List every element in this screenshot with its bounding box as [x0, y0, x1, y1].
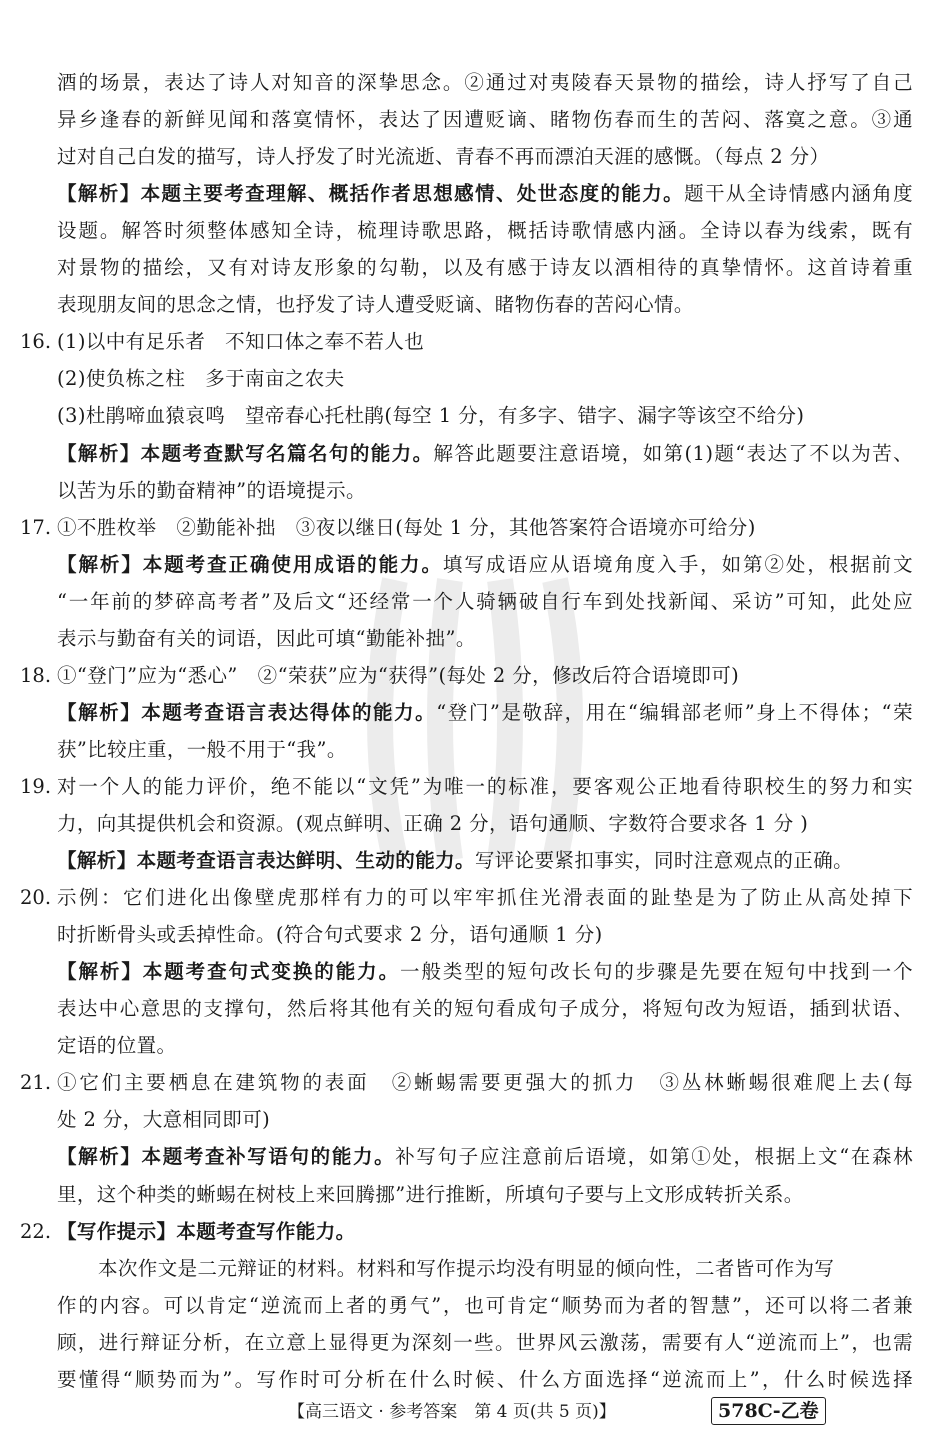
- text-line: [57, 990, 913, 1027]
- text-line: [57, 1324, 913, 1361]
- page-footer: [0, 1397, 933, 1427]
- line-text: 定语的位置。: [57, 1034, 177, 1058]
- text-line: [57, 397, 913, 434]
- line-text: 表达中心意思的支撑句，然后将其他有关的短句看成句子成分，将短句改为短语，插到状语、: [57, 997, 913, 1021]
- text-line: [57, 1064, 913, 1101]
- line-text: 写评论要紧扣事实，同时注意观点的正确。: [474, 849, 854, 873]
- analysis-label: 【解析】本题考查正确使用成语的能力。: [57, 552, 443, 576]
- line-text: (3)杜鹃啼血猿哀鸣 望帝春心托杜鹃(每空 1 分，有多字、错字、漏字等该空不给分): [57, 404, 805, 428]
- text-line: [57, 286, 913, 323]
- text-line: [98, 1250, 913, 1287]
- question-number: 17.: [20, 515, 52, 539]
- line-text: 里，这个种类的蜥蜴在树枝上来回腾挪”进行推断，所填句子要与上文形成转折关系。: [57, 1182, 804, 1206]
- line-text: 示例：它们进化出像壁虎那样有力的可以牢牢抓住光滑表面的趾垫是为了防止从高处掉下: [57, 886, 913, 910]
- line-text: 时折断骨头或丢掉性命。(符合句式要求 2 分，语句通顺 1 分): [57, 923, 603, 947]
- text-line: [57, 1213, 913, 1250]
- text-line: [57, 138, 913, 175]
- text-line: [57, 1361, 913, 1398]
- line-text: 一般类型的短句改长句的步骤是先要在短句中找到一个: [400, 960, 913, 984]
- text-line: [57, 1138, 913, 1175]
- line-text: ①不胜枚举 ②勤能补拙 ③夜以继日(每处 1 分，其他答案符合语境亦可给分): [57, 515, 756, 539]
- text-line: [57, 249, 913, 286]
- analysis-label: 【解析】本题考查句式变换的能力。: [57, 960, 401, 984]
- line-text: 以苦为乐的勤奋精神”的语境提示。: [57, 478, 366, 502]
- analysis-label: 【解析】本题考查补写语句的能力。: [57, 1145, 396, 1169]
- paper-code-badge: 578C-乙卷: [711, 1397, 826, 1425]
- question-number: 19.: [20, 774, 52, 798]
- line-text: 力，向其提供机会和资源。(观点鲜明、正确 2 分，语句通顺、字数符合要求各 1 分 ): [57, 812, 809, 835]
- text-line: [57, 1027, 913, 1064]
- line-text: 设题。解答时须整体感知全诗，梳理诗歌思路，概括诗歌情感内涵。全诗以春为线索，既有: [57, 219, 913, 243]
- text-line: [57, 768, 913, 805]
- text-line: [57, 953, 913, 990]
- line-text: 补写句子应注意前后语境，如第①处，根据上文“在森林: [395, 1145, 913, 1169]
- text-line: [57, 509, 913, 546]
- question-number: 22.: [20, 1219, 52, 1243]
- text-line: [57, 472, 913, 509]
- text-line: [57, 546, 913, 583]
- text-line: [57, 694, 913, 731]
- text-line: [57, 842, 913, 879]
- text-line: [57, 731, 913, 768]
- text-line: [57, 212, 913, 249]
- line-text: 处 2 分，大意相同即可): [57, 1108, 271, 1132]
- question-number: 16.: [20, 330, 52, 354]
- line-text: (2)使负栋之柱 多于南亩之农夫: [57, 367, 345, 391]
- text-line: [57, 1176, 913, 1213]
- text-line: [57, 879, 913, 916]
- line-text: 对景物的描绘，又有对诗友形象的勾勒，以及有感于诗友以酒相待的真挚情怀。这首诗着重: [57, 256, 913, 280]
- text-line: [57, 1101, 913, 1138]
- analysis-label: 【解析】本题考查默写名篇名句的能力。: [57, 441, 434, 465]
- text-line: [57, 583, 913, 620]
- text-line: [57, 175, 913, 212]
- line-text: 异乡逢春的新鲜见闻和落寞情怀，表达了因遭贬谪、睹物伤春而生的苦闷、落寞之意。③通: [57, 108, 913, 132]
- text-line: [57, 805, 913, 842]
- text-line: [57, 435, 913, 472]
- text-line: [57, 916, 913, 953]
- line-text: “一年前的梦碎高考者”及后文“还经常一个人骑辆破自行车到处找新闻、采访”可知，此处应: [57, 589, 913, 613]
- text-line: [57, 64, 913, 101]
- line-text: 表示与勤奋有关的词语，因此可填“勤能补拙”。: [57, 626, 476, 650]
- text-line: [57, 360, 913, 397]
- analysis-label: 【解析】本题考查语言表达得体的能力。: [57, 700, 437, 724]
- line-text: 获”比较庄重，一般不用于“我”。: [57, 737, 347, 761]
- line-text: 表现朋友间的思念之情，也抒发了诗人遭受贬谪、睹物伤春的苦闷心情。: [57, 293, 694, 317]
- line-text: 顾，进行辩证分析，在立意上显得更为深刻一些。世界风云激荡，需要有人“逆流而上”，也需: [57, 1330, 913, 1354]
- text-line: [57, 101, 913, 138]
- analysis-label: 【写作提示】本题考查写作能力。: [57, 1219, 356, 1243]
- text-line: [57, 620, 913, 657]
- question-number: 18.: [20, 663, 52, 687]
- text-line: [57, 1287, 913, 1324]
- line-text: 本次作文是二元辩证的材料。材料和写作提示均没有明显的倾向性，二者皆可作为写: [98, 1256, 835, 1280]
- line-text: 填写成语应从语境角度入手，如第②处，根据前文: [442, 552, 913, 576]
- line-text: (1)以中有足乐者 不知口体之奉不若人也: [57, 330, 425, 354]
- question-number: 20.: [20, 886, 52, 910]
- line-text: 酒的场景，表达了诗人对知音的深挚思念。②通过对夷陵春天景物的描绘，诗人抒写了自己: [57, 71, 913, 94]
- text-line: [57, 323, 913, 360]
- analysis-label: 【解析】本题主要考查理解、概括作者思想感情、处世态度的能力。: [57, 182, 685, 206]
- line-text: ①它们主要栖息在建筑物的表面 ②蜥蜴需要更强大的抓力 ③丛林蜥蜴很难爬上去(每: [57, 1071, 913, 1095]
- line-text: 过对自己白发的描写，诗人抒发了时光流逝、青春不再而漂泊天涯的感慨。（每点 2 分）: [57, 145, 830, 169]
- line-text: 解答此题要注意语境，如第(1)题“表达了不以为苦、: [433, 441, 913, 465]
- line-text: 要懂得“顺势而为”。写作时可分析在什么时候、什么方面选择“逆流而上”，什么时候选择: [57, 1367, 913, 1391]
- question-number: 21.: [20, 1071, 52, 1095]
- text-line: [57, 657, 913, 694]
- line-text: 题干从全诗情感内涵角度: [684, 182, 913, 206]
- line-text: “登门”是敬辞，用在“编辑部老师”身上不得体；“荣: [436, 700, 913, 724]
- footer-page-info: 【高三语文 · 参考答案 第 4 页(共 5 页)】: [288, 1402, 616, 1422]
- line-text: ①“登门”应为“悉心” ②“荣获”应为“获得”(每处 2 分，修改后符合语境即可): [57, 663, 740, 687]
- line-text: 对一个人的能力评价，绝不能以“文凭”为唯一的标准，要客观公正地看待职校生的努力和实: [57, 774, 913, 798]
- line-text: 作的内容。可以肯定“逆流而上者的勇气”，也可肯定“顺势而为者的智慧”，还可以将二者兼: [57, 1293, 913, 1317]
- analysis-label: 【解析】本题考查语言表达鲜明、生动的能力。: [57, 849, 475, 873]
